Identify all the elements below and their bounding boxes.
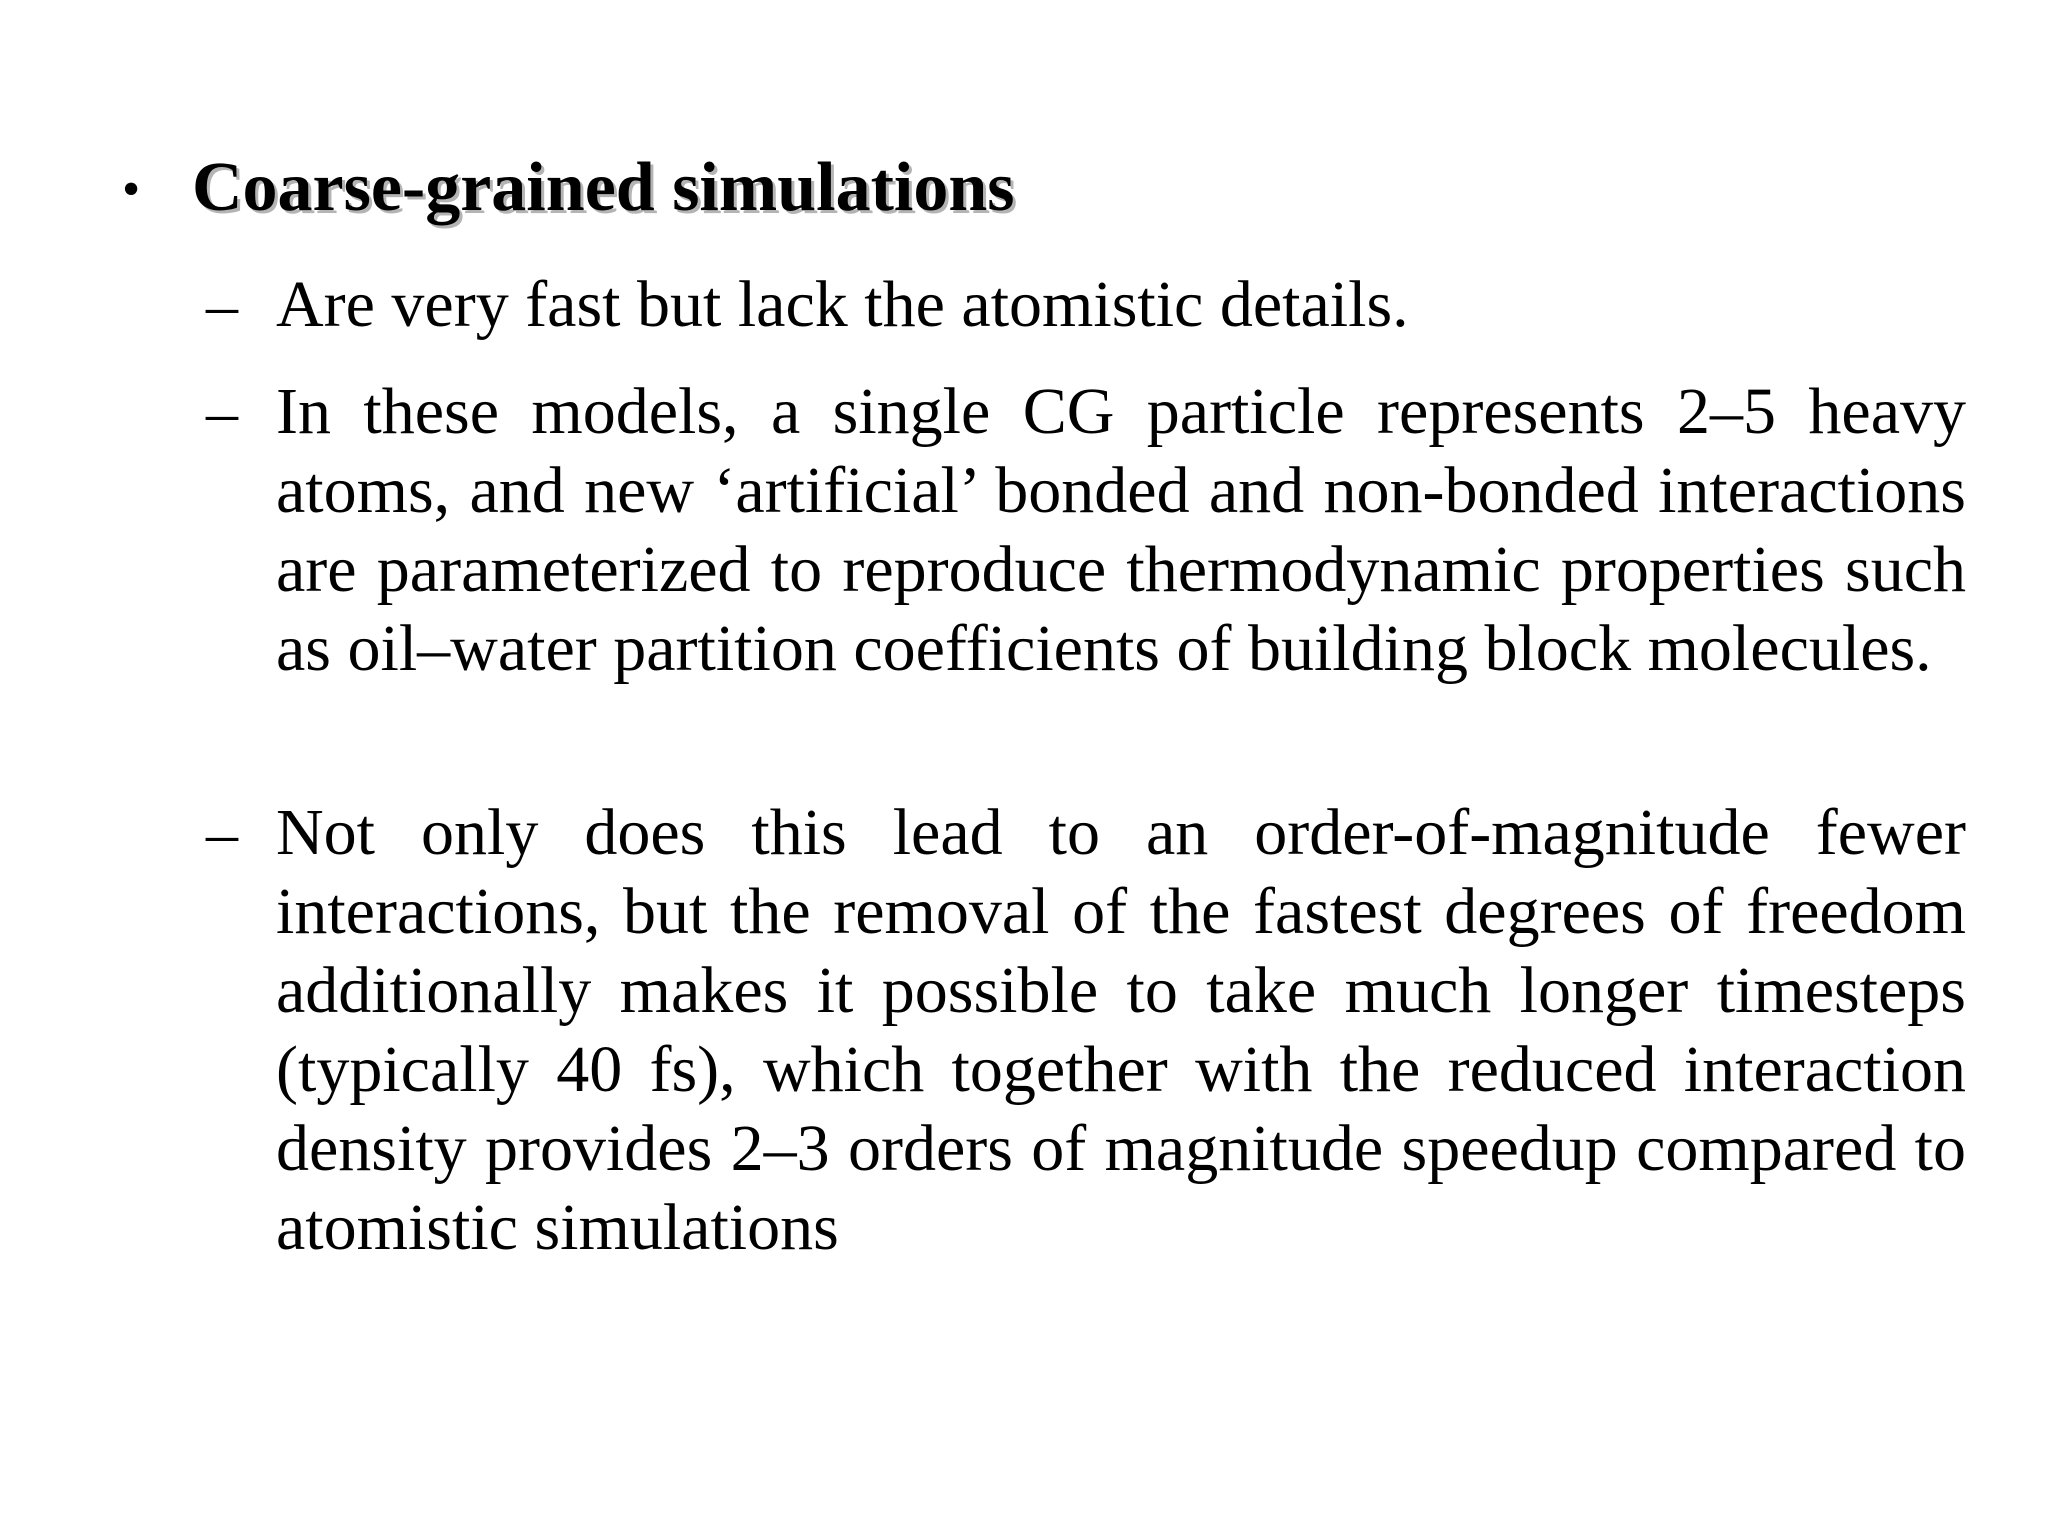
main-bullet xyxy=(122,148,1982,228)
bullet-icon: • xyxy=(122,161,141,218)
sub-bullet-text: In these models, a single CG particle represents 2–5 heavy atoms, and new ‘artificial’ bonded and non-bonded interactions are parameterized to reproduce thermodynamic properties such as oil–water partition coefficients of building block molecules. xyxy=(276,375,1966,685)
dash-icon: – xyxy=(206,376,238,447)
slide-heading: Coarse-grained simulations xyxy=(192,149,1015,226)
dash-icon: – xyxy=(206,269,238,340)
sub-bullet-text: Are very fast but lack the atomistic details. xyxy=(276,268,1409,341)
dash-icon: – xyxy=(206,797,238,868)
sub-bullet-text: Not only does this lead to an order-of-magnitude fewer interactions, but the removal of the fastest degrees of freedom additionally makes it possible to take much longer timesteps (typically 40 fs), which together with the reduced interaction density provides 2–3 orders of magnitude speedup compared to atomistic simulations xyxy=(276,796,1966,1264)
